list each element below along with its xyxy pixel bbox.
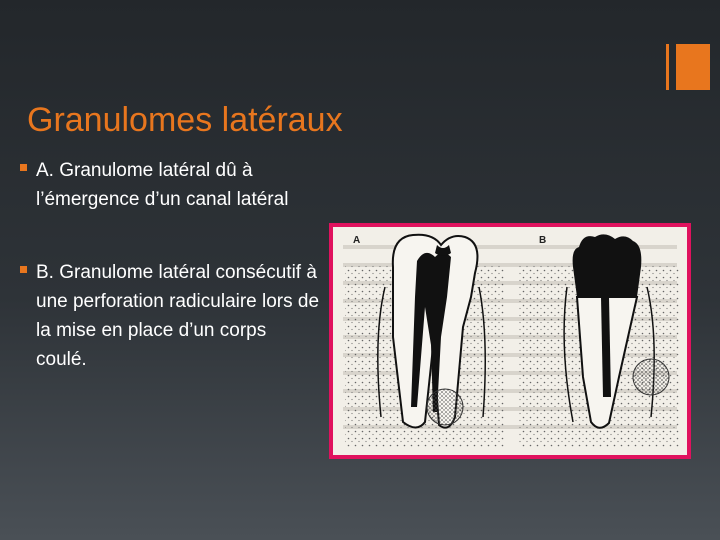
panel-a-label: A — [353, 235, 361, 246]
panel-b-label: B — [539, 235, 547, 246]
bullet-item-a — [20, 156, 320, 214]
bullet-text-b: B. Granulome latéral consécutif à une perforation radiculaire lors de la mise en place d’un corps coulé. — [36, 262, 320, 370]
slide-title: Granulomes latéraux — [27, 100, 343, 139]
tooth-b-drawing — [519, 234, 679, 447]
accent-bar-thick — [676, 44, 710, 90]
bullet-text-a: A. Granulome latéral dû à l’émergence d’un canal latéral — [36, 160, 289, 210]
bullet-item-b — [20, 258, 320, 374]
tooth-a-drawing — [345, 235, 505, 447]
bullet-square-icon — [20, 266, 27, 273]
tooth-illustration-svg — [333, 227, 687, 455]
bullet-square-icon — [20, 164, 27, 171]
tooth-illustration-figure — [329, 223, 691, 459]
bullet-list — [20, 156, 320, 418]
accent-bar-thin — [666, 44, 669, 90]
